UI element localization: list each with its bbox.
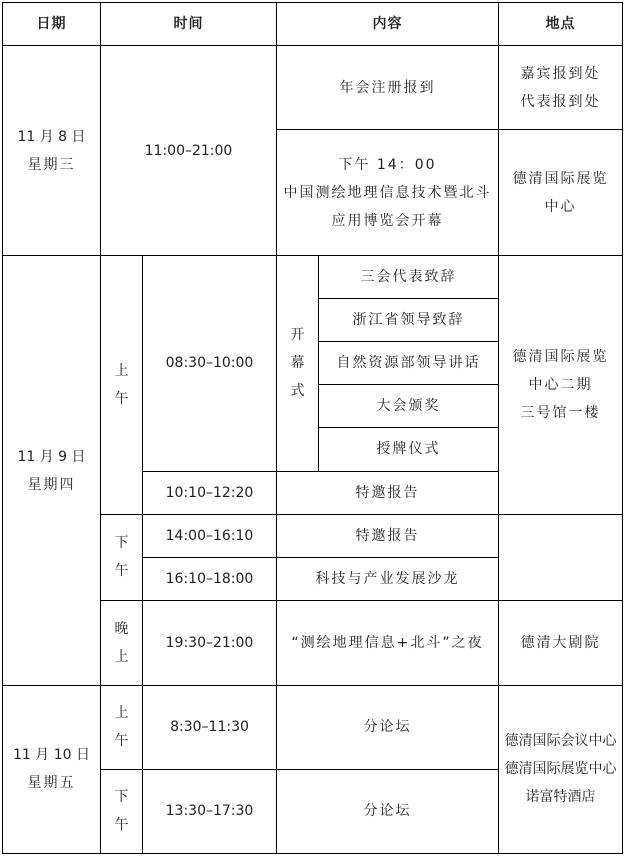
day1-row1	[3, 46, 623, 130]
day2-venue-line3: 三号馆一楼	[520, 404, 601, 421]
ceremony-item: 自然资源部领导讲话	[319, 342, 499, 385]
day3-afternoon-forum: 分论坛	[277, 769, 499, 853]
day2-date: 11 月 9 日	[17, 448, 86, 465]
day1-time: 11:00–21:00	[101, 46, 277, 256]
day1-date: 11 月 8 日	[17, 128, 86, 145]
day3-venue-line3: 诺富特酒店	[525, 789, 596, 806]
day3-morning-forum: 分论坛	[277, 685, 499, 769]
header-location: 地点	[499, 3, 623, 46]
day2-am-report: 特邀报告	[277, 471, 499, 514]
header-content: 内容	[277, 3, 499, 46]
expo-location-line1: 德清国际展览	[512, 170, 609, 187]
day3-venue-line1: 德清国际会议中心	[504, 733, 617, 750]
day3-afternoon-label: 下 午	[101, 769, 143, 853]
ceremony-item: 大会颁奖	[319, 385, 499, 428]
day1-registration: 年会注册报到	[277, 46, 499, 130]
day2-evening-event: “测绘地理信息+北斗”之夜	[277, 600, 499, 685]
day2-venue	[499, 256, 623, 514]
guest-checkin-desk: 嘉宾报到处	[520, 65, 601, 82]
opening-ceremony-label: 开 幕 式	[277, 256, 319, 471]
day2-am-report-time: 10:10–12:20	[143, 471, 277, 514]
schedule-table	[2, 2, 623, 854]
expo-opening-title-2: 应用博览会开幕	[331, 212, 444, 229]
day3-row1	[3, 685, 623, 769]
expo-location-line2: 中心	[544, 198, 577, 215]
day2-salon-time: 16:10–18:00	[143, 557, 277, 600]
header-row	[3, 3, 623, 46]
day2-row1	[3, 256, 623, 299]
expo-opening-time: 下午 14：00	[338, 156, 437, 173]
day3-date: 11 月 10 日	[13, 747, 90, 764]
day2-salon: 科技与产业发展沙龙	[277, 557, 499, 600]
day2-afternoon-label: 下 午	[101, 514, 143, 600]
day2-afternoon-venue-blank	[499, 514, 623, 600]
ceremony-item: 三会代表致辞	[319, 256, 499, 299]
header-time: 时间	[101, 3, 277, 46]
day2-pm-report: 特邀报告	[277, 514, 499, 557]
day3-weekday: 星期五	[27, 775, 76, 792]
day2-evening-time: 19:30–21:00	[143, 600, 277, 685]
day3-afternoon-time: 13:30–17:30	[143, 769, 277, 853]
day1-weekday: 星期三	[27, 156, 76, 173]
day2-pm-report-time: 14:00–16:10	[143, 514, 277, 557]
day1-expo-opening	[277, 130, 499, 256]
day3-venue-line2: 德清国际展览中心	[504, 761, 617, 778]
day2-venue-line2: 中心二期	[528, 376, 593, 393]
ceremony-item: 授牌仪式	[319, 428, 499, 471]
day3-morning-time: 8:30–11:30	[143, 685, 277, 769]
day2-date-cell	[3, 256, 101, 685]
day2-morning-label: 上 午	[101, 256, 143, 514]
day2-opening-time: 08:30–10:00	[143, 256, 277, 471]
day3-date-cell	[3, 685, 101, 853]
day2-weekday: 星期四	[27, 476, 76, 493]
day1-date-cell	[3, 46, 101, 256]
day1-registration-location	[499, 46, 623, 130]
day1-expo-location	[499, 130, 623, 256]
expo-opening-title-1: 中国测绘地理信息技术暨北斗	[283, 184, 492, 201]
day3-morning-label: 上 午	[101, 685, 143, 769]
day3-venue	[499, 685, 623, 853]
ceremony-item: 浙江省领导致辞	[319, 299, 499, 342]
day2-evening-label: 晚 上	[101, 600, 143, 685]
day2-evening-venue: 德清大剧院	[499, 600, 623, 685]
delegate-checkin-desk: 代表报到处	[520, 93, 601, 110]
day2-venue-line1: 德清国际展览	[512, 348, 609, 365]
header-date: 日期	[3, 3, 101, 46]
